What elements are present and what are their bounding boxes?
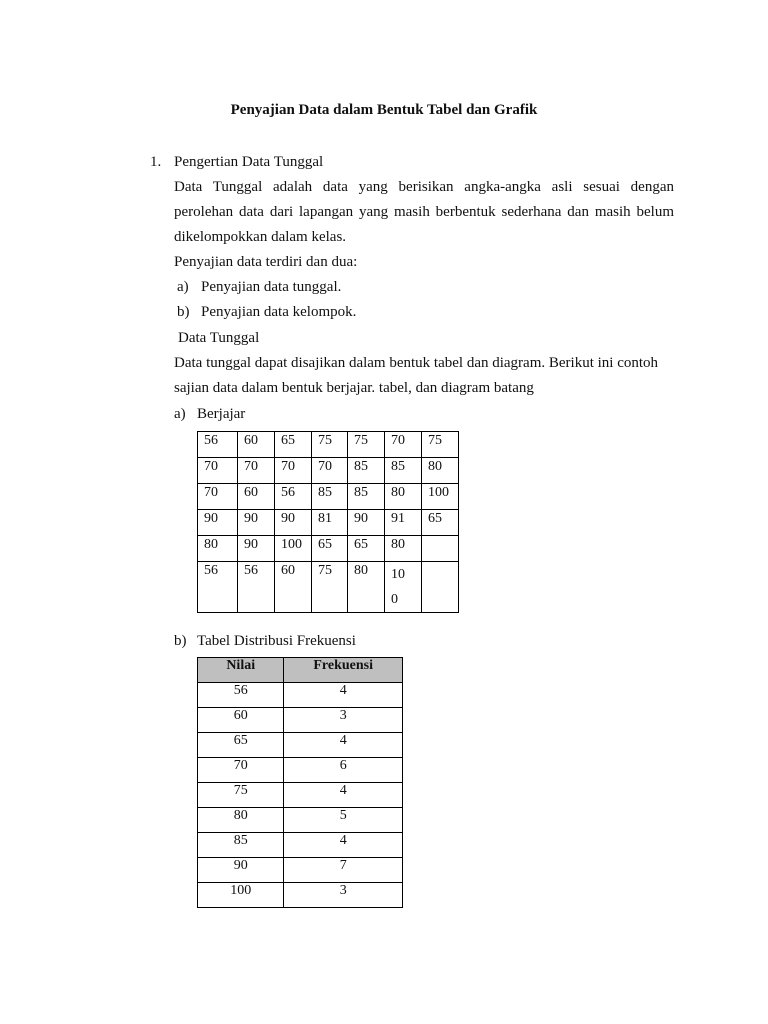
frekuensi-cell: 6 [284, 758, 403, 783]
table-cell: 100 [422, 484, 459, 510]
header-nilai: Nilai [198, 658, 284, 683]
paragraph-line-2: perolehan data dari lapangan yang masih berbentuk sederhana dan masih belum [174, 204, 674, 220]
frekuensi-cell: 4 [284, 683, 403, 708]
nilai-cell: 65 [198, 733, 284, 758]
table-row [198, 808, 403, 833]
berjajar-table [197, 431, 459, 613]
item-b-label: Tabel Distribusi Frekuensi [197, 633, 356, 649]
section-number: 1. [150, 154, 162, 170]
table-cell: 85 [312, 484, 348, 510]
table-cell: 60 [275, 562, 312, 613]
nilai-cell: 56 [198, 683, 284, 708]
nilai-cell: 70 [198, 758, 284, 783]
table-cell: 65 [348, 536, 385, 562]
table-cell: 80 [348, 562, 385, 613]
table-cell: 90 [348, 510, 385, 536]
table-cell: 70 [385, 432, 422, 458]
table-cell: 75 [312, 562, 348, 613]
item-a-marker: a) [174, 406, 186, 422]
table-cell [422, 536, 459, 562]
table-cell: 60 [238, 432, 275, 458]
nilai-cell: 85 [198, 833, 284, 858]
table-cell: 70 [238, 458, 275, 484]
frequency-table [197, 657, 403, 908]
list-item-a: Penyajian data tunggal. [201, 279, 342, 295]
table-cell: 80 [385, 536, 422, 562]
table-cell: 85 [385, 458, 422, 484]
table-cell: 90 [238, 510, 275, 536]
list-marker-b: b) [177, 304, 190, 320]
table-cell: 70 [198, 458, 238, 484]
table-cell: 60 [238, 484, 275, 510]
nilai-cell: 60 [198, 708, 284, 733]
header-frekuensi: Frekuensi [284, 658, 403, 683]
table-cell: 81 [312, 510, 348, 536]
table-row [198, 458, 459, 484]
table-row [198, 683, 403, 708]
nilai-cell: 80 [198, 808, 284, 833]
section-heading: Pengertian Data Tunggal [174, 154, 324, 170]
table-cell: 56 [198, 562, 238, 613]
table-cell: 90 [198, 510, 238, 536]
table-cell: 75 [348, 432, 385, 458]
table-cell: 65 [422, 510, 459, 536]
table-cell: 70 [275, 458, 312, 484]
nilai-cell: 100 [198, 883, 284, 908]
frekuensi-cell: 5 [284, 808, 403, 833]
frequency-header-row [198, 658, 403, 683]
item-b-marker: b) [174, 633, 187, 649]
table-row [198, 432, 459, 458]
list-marker-a: a) [177, 279, 189, 295]
table-cell: 85 [348, 484, 385, 510]
frekuensi-cell: 3 [284, 708, 403, 733]
table-row [198, 833, 403, 858]
list-item-b: Penyajian data kelompok. [201, 304, 357, 320]
table-cell: 56 [198, 432, 238, 458]
desc-line-2: sajian data dalam bentuk berjajar. tabel, dan diagram batang [174, 380, 534, 396]
table-row [198, 708, 403, 733]
table-cell: 80 [198, 536, 238, 562]
frekuensi-cell: 4 [284, 733, 403, 758]
table-row [198, 484, 459, 510]
table-cell: 90 [238, 536, 275, 562]
intro-text: Penyajian data terdiri dan dua: [174, 254, 358, 270]
table-row [198, 733, 403, 758]
table-cell: 85 [348, 458, 385, 484]
table-cell: 56 [275, 484, 312, 510]
table-cell: 10 0 [385, 562, 422, 613]
table-row [198, 510, 459, 536]
table-cell: 75 [312, 432, 348, 458]
table-cell: 90 [275, 510, 312, 536]
desc-line-1: Data tunggal dapat disajikan dalam bentuk tabel dan diagram. Berikut ini contoh [174, 355, 659, 371]
table-cell: 65 [275, 432, 312, 458]
table-cell: 100 [275, 536, 312, 562]
table-cell: 91 [385, 510, 422, 536]
subheading: Data Tunggal [178, 330, 260, 346]
table-cell: 70 [312, 458, 348, 484]
table-cell: 56 [238, 562, 275, 613]
table-cell [422, 562, 459, 613]
table-cell: 65 [312, 536, 348, 562]
frekuensi-cell: 7 [284, 858, 403, 883]
nilai-cell: 90 [198, 858, 284, 883]
page-title: Penyajian Data dalam Bentuk Tabel dan Grafik [230, 102, 538, 118]
table-row [198, 783, 403, 808]
table-row [198, 858, 403, 883]
table-row [198, 536, 459, 562]
frekuensi-cell: 4 [284, 833, 403, 858]
table-cell: 70 [198, 484, 238, 510]
frekuensi-cell: 3 [284, 883, 403, 908]
table-cell: 80 [422, 458, 459, 484]
nilai-cell: 75 [198, 783, 284, 808]
item-a-label: Berjajar [197, 406, 246, 422]
table-row [198, 562, 459, 613]
paragraph-line-1: Data Tunggal adalah data yang berisikan angka-angka asli sesuai dengan [174, 179, 674, 195]
table-cell: 75 [422, 432, 459, 458]
frekuensi-cell: 4 [284, 783, 403, 808]
table-cell: 80 [385, 484, 422, 510]
paragraph-line-3: dikelompokkan dalam kelas. [174, 229, 347, 245]
table-row [198, 758, 403, 783]
table-row [198, 883, 403, 908]
